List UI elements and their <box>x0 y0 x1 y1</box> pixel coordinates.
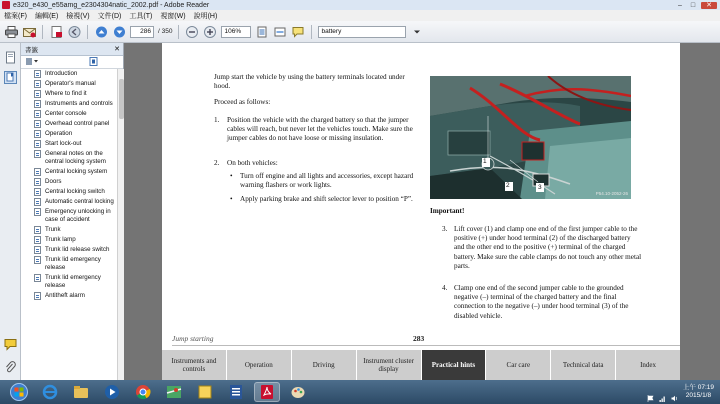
callout-3: 3 <box>538 184 542 191</box>
callout-1: 1 <box>483 158 487 165</box>
menu-window[interactable]: 視窗(W) <box>160 12 186 20</box>
explorer-icon[interactable] <box>68 382 94 402</box>
bookmark-page-icon <box>34 274 41 282</box>
pages-panel-icon[interactable] <box>4 51 17 64</box>
bookmark-item[interactable]: Center console <box>21 109 117 119</box>
bookmark-page-icon <box>34 236 41 244</box>
system-tray <box>647 384 720 400</box>
bookmarks-scrollbar[interactable] <box>117 69 124 388</box>
bookmark-item[interactable]: Operator's manual <box>21 79 117 89</box>
windows-taskbar <box>0 380 720 404</box>
bookmark-item[interactable]: Trunk lamp <box>21 235 117 245</box>
find-input[interactable]: battery <box>318 26 406 38</box>
bookmark-item[interactable]: Trunk lid emergency release <box>21 255 117 273</box>
ie-icon[interactable] <box>37 382 63 402</box>
step-4-text: Clamp one end of the second jumper cable to the grounded negative (–) terminal of the charged battery and the final connection to the negative (–) under hood terminal (3) of the disabled vehicle. <box>454 284 629 320</box>
comment-icon[interactable] <box>291 25 305 39</box>
menu-file[interactable]: 檔案(F) <box>4 12 27 20</box>
menu-document[interactable]: 文件(D) <box>97 12 122 20</box>
bookmark-item[interactable]: Emergency unlocking in case of accident <box>21 207 117 225</box>
bookmark-page-icon <box>34 226 41 234</box>
chrome-icon[interactable] <box>130 382 156 402</box>
bookmark-page-icon <box>34 256 41 264</box>
taskbar-clock[interactable] <box>683 384 714 400</box>
figure-callouts <box>430 76 631 199</box>
paint-icon[interactable] <box>285 382 311 402</box>
zoom-in-icon[interactable] <box>203 25 217 39</box>
back-icon[interactable] <box>67 25 81 39</box>
bookmark-page-icon <box>34 130 41 138</box>
create-pdf-icon[interactable] <box>49 25 63 39</box>
jump-start-figure <box>430 76 631 199</box>
fit-page-icon[interactable] <box>255 25 269 39</box>
step-number: 2. <box>214 159 220 167</box>
intro-text: Jump start the vehicle by using the battery terminals located under hood. <box>214 73 405 91</box>
footer-section-title: Jump starting <box>172 334 214 343</box>
proceed-text: Proceed as follows: <box>214 98 271 106</box>
section-tab[interactable]: Operation <box>227 350 291 380</box>
word-icon[interactable] <box>223 382 249 402</box>
zoom-out-icon[interactable] <box>185 25 199 39</box>
bookmark-page-icon <box>34 80 41 88</box>
bookmark-item[interactable]: Where to find it <box>21 89 117 99</box>
zoom-level-select[interactable]: 106% <box>221 26 251 38</box>
footer-rule <box>172 345 680 346</box>
adobe-reader-taskbar-icon[interactable] <box>254 382 280 402</box>
bullet-2-text: Apply parking brake and shift selector lever to position “P”. <box>240 195 413 203</box>
bookmarks-panel-title: 書籤 <box>25 46 38 54</box>
bookmark-item[interactable]: Trunk lid emergency release <box>21 273 117 291</box>
step-number: 4. <box>442 284 448 292</box>
bookmark-page-icon <box>34 168 41 176</box>
menu-bar <box>0 10 720 21</box>
bookmark-page-icon <box>34 246 41 254</box>
page-total: / 350 <box>158 28 173 35</box>
bookmark-item[interactable]: General notes on the central locking system <box>21 149 117 167</box>
menu-edit[interactable]: 編輯(E) <box>34 12 59 20</box>
volume-icon[interactable] <box>671 389 678 396</box>
section-tab[interactable]: Instrument cluster display <box>357 350 421 380</box>
bookmark-page-icon <box>34 110 41 118</box>
bookmark-item[interactable]: Central locking system <box>21 167 117 177</box>
section-tab[interactable]: Instruments and controls <box>162 350 226 380</box>
bookmark-page-icon <box>34 90 41 98</box>
toolbar-separator <box>311 25 312 39</box>
bookmark-page-icon <box>34 120 41 128</box>
toolbar-separator <box>178 25 179 39</box>
bookmark-item[interactable]: Introduction <box>21 69 117 79</box>
bullet-dot: • <box>230 172 233 180</box>
figure-code: P54.10-2052-26 <box>595 191 628 196</box>
bookmark-item[interactable]: Start lock-out <box>21 139 117 149</box>
bookmark-page-icon <box>34 292 41 300</box>
section-tab[interactable]: Driving <box>292 350 356 380</box>
menu-view[interactable]: 檢視(V) <box>66 12 90 20</box>
bookmark-page-icon <box>34 150 41 158</box>
step-2-text: On both vehicles: <box>227 159 278 167</box>
minimize-button[interactable]: – <box>678 1 682 9</box>
bookmarks-panel-icon[interactable] <box>4 71 17 84</box>
attachments-panel-icon[interactable] <box>4 361 17 374</box>
adobe-reader-icon <box>2 1 10 9</box>
close-panel-icon[interactable]: ✕ <box>114 46 120 53</box>
bookmark-item[interactable]: Central locking switch <box>21 187 117 197</box>
email-icon[interactable] <box>22 25 36 39</box>
close-button[interactable]: ✕ <box>701 2 717 9</box>
bookmark-page-icon <box>34 188 41 196</box>
bullet-1-text: Turn off engine and all lights and accessories, except hazard warning flashers or work lights. <box>240 172 414 190</box>
window-title: e320_e430_e55amg_e2304304natic_2002.pdf - Adobe Reader <box>13 1 210 9</box>
clock-time: 上午 07:19 <box>682 384 714 391</box>
toolbar-separator <box>42 25 43 39</box>
footer-page-number: 283 <box>413 334 425 343</box>
print-icon[interactable] <box>4 25 18 39</box>
page-number-input[interactable]: 286 <box>130 26 154 38</box>
step-3-text: Lift cover (1) and clamp one end of the first jumper cable to the positive (+) under hood terminal (2) of the discharged battery and the other end to the positive (+) terminal of the charged battery. Make sure the cable clamps do not touch any other metal parts. <box>454 225 642 270</box>
document-view <box>124 43 720 388</box>
bookmark-item[interactable]: Instruments and controls <box>21 99 117 109</box>
bookmark-page-icon <box>34 100 41 108</box>
comments-panel-icon[interactable] <box>4 338 17 351</box>
step-1-text: Position the vehicle with the charged battery so that the jumper cables will reach, but never let the vehicles touch. Make sure the jumper cables do not have loose or missing insulation. <box>227 116 413 143</box>
toolbar-separator <box>87 25 88 39</box>
tray-flag-icon[interactable] <box>647 389 654 396</box>
sticky-notes-icon[interactable] <box>192 382 218 402</box>
bookmark-page-icon <box>34 140 41 148</box>
toolbar <box>0 21 720 43</box>
bookmark-item[interactable]: Trunk lid release switch <box>21 245 117 255</box>
page-down-icon[interactable] <box>112 25 126 39</box>
bookmarks-list <box>21 69 117 388</box>
media-player-icon[interactable] <box>99 382 125 402</box>
bookmark-item[interactable]: Doors <box>21 177 117 187</box>
bookmark-page-icon <box>34 178 41 186</box>
bookmarks-panel-toolbar <box>21 56 123 69</box>
section-tab[interactable]: Technical data <box>551 350 615 380</box>
bullet-dot: • <box>230 195 233 203</box>
bookmark-item[interactable]: Operation <box>21 129 117 139</box>
bookmark-page-icon <box>34 208 41 216</box>
bookmark-item[interactable]: Antitheft alarm <box>21 291 117 301</box>
section-tab[interactable]: Practical hints <box>422 350 486 380</box>
maps-icon[interactable] <box>161 382 187 402</box>
bookmark-page-icon <box>34 70 41 78</box>
bookmark-page-icon <box>34 198 41 206</box>
navigation-pane-strip <box>0 43 21 388</box>
bookmarks-panel <box>21 43 124 388</box>
fit-width-icon[interactable] <box>273 25 287 39</box>
clock-date: 2015/1/8 <box>685 392 712 399</box>
start-button[interactable] <box>6 382 32 402</box>
network-icon[interactable] <box>659 389 666 396</box>
step-number: 1. <box>214 116 220 124</box>
pdf-page <box>162 43 680 388</box>
section-tab[interactable]: Car care <box>486 350 550 380</box>
window-controls <box>675 2 717 9</box>
bookmark-item[interactable]: Overhead control panel <box>21 119 117 129</box>
bookmark-item[interactable]: Automatic central locking <box>21 197 117 207</box>
important-heading: Important! <box>430 207 465 215</box>
bookmark-item[interactable]: Trunk <box>21 225 117 235</box>
menu-help[interactable]: 說明(H) <box>193 12 218 20</box>
section-tabs <box>162 350 680 380</box>
callout-2: 2 <box>506 182 510 189</box>
maximize-button[interactable]: □ <box>690 1 696 9</box>
section-tab[interactable]: Index <box>616 350 680 380</box>
title-bar <box>0 0 720 10</box>
page-up-icon[interactable] <box>94 25 108 39</box>
step-number: 3. <box>442 225 448 233</box>
menu-tools[interactable]: 工具(T) <box>129 12 153 20</box>
find-dropdown-icon[interactable] <box>410 25 424 39</box>
